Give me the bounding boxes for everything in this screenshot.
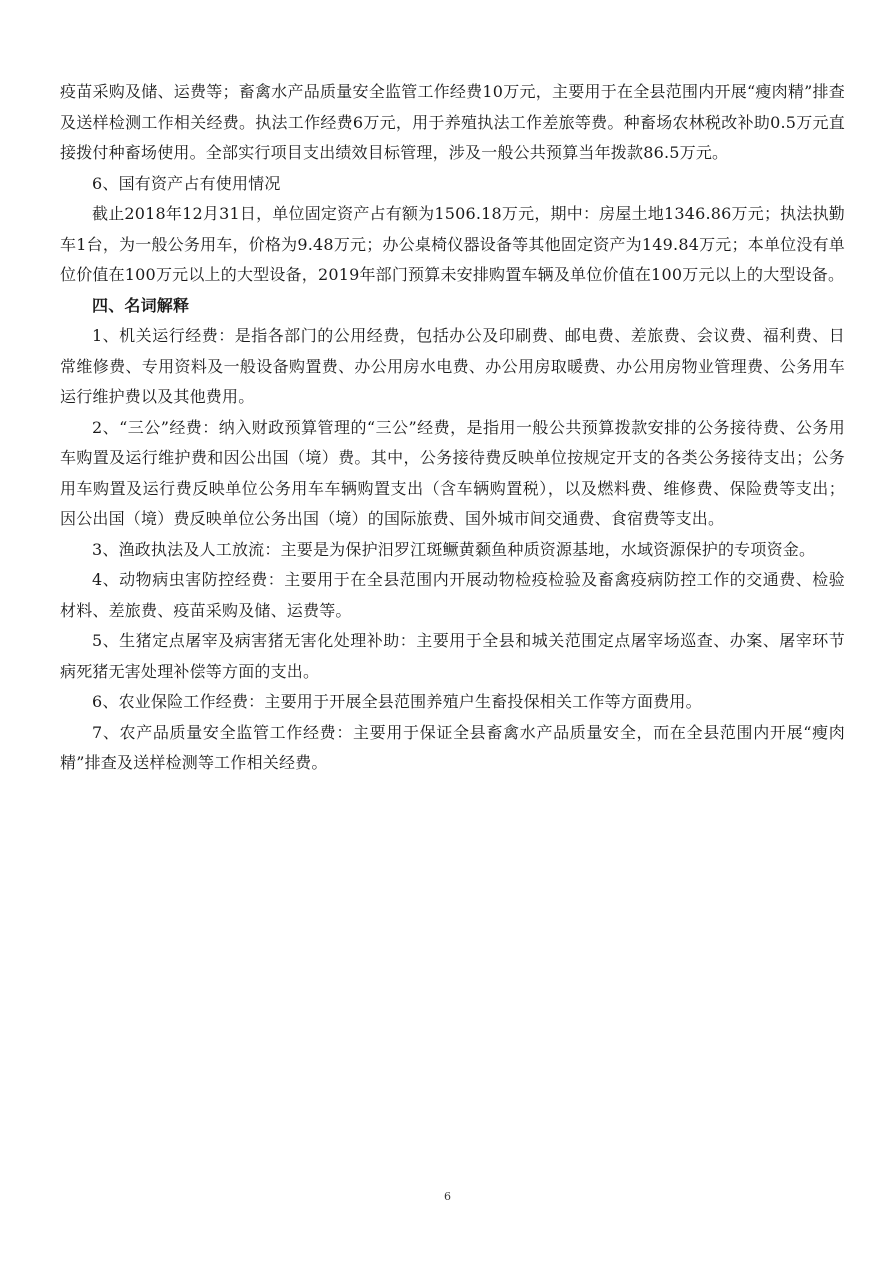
glossary-item-5: 5、生猪定点屠宰及病害猪无害化处理补助：主要用于全县和城关范围定点屠宰场巡查、办案、屠宰环节病死猪无害处理补偿等方面的支出。: [60, 631, 845, 681]
glossary-item-2: 2、“三公”经费：纳入财政预算管理的“三公”经费，是指用一般公共预算拨款安排的公务接待费、公务用车购置及运行维护费和因公出国（境）费。其中，公务接待费反映单位按规定开支的各类公务接待支出；公务用车购置及运行费反映单位公务用车车辆购置支出（含车辆购置税），以及燃料费、维修费、保险费等支出；因公出国（境）费反映单位公务出国（境）的国际旅费、国外城市间交通费、食宿费等支出。: [60, 417, 845, 528]
section-heading-glossary: 四、名词解释: [92, 295, 190, 315]
paragraph-state-assets: 截止2018年12月31日，单位固定资产占有额为1506.18万元，期中：房屋土地1346.86万元；执法执勤车1台，为一般公务用车，价格为9.48万元；办公桌椅仪器设备等其他固定资产为149.84万元；本单位没有单位价值在100万元以上的大型设备，2019年部门预算未安排购置车辆及单位价值在100万元以上的大型设备。: [60, 204, 845, 284]
section-heading-state-assets: 6、国有资产占有使用情况: [92, 173, 281, 193]
glossary-item-1: 1、机关运行经费：是指各部门的公用经费，包括办公及印刷费、邮电费、差旅费、会议费、福利费、日常维修费、专用资料及一般设备购置费、办公用房水电费、办公用房取暖费、办公用房物业管理费、公务用车运行维护费以及其他费用。: [60, 326, 845, 406]
glossary-item-6: 6、农业保险工作经费：主要用于开展全县范围养殖户生畜投保相关工作等方面费用。: [92, 692, 702, 711]
glossary-item-4: 4、动物病虫害防控经费：主要用于在全县范围内开展动物检疫检验及畜禽疫病防控工作的交通费、检验材料、差旅费、疫苗采购及储、运费等。: [60, 570, 845, 620]
glossary-item-3: 3、渔政执法及人工放流：主要是为保护汨罗江斑鳜黄颡鱼种质资源基地，水域资源保护的专项资金。: [92, 539, 816, 559]
glossary-item-7: 7、农产品质量安全监管工作经费：主要用于保证全县畜禽水产品质量安全，而在全县范围内开展“瘦肉精”排查及送样检测等工作相关经费。: [60, 722, 845, 772]
page-number: 6: [444, 1190, 451, 1203]
document-body: [60, 77, 845, 779]
paragraph-continuation: 疫苗采购及储、运费等；畜禽水产品质量安全监管工作经费10万元，主要用于在全县范围内开展“瘦肉精”排查及送样检测工作相关经费。执法工作经费6万元，用于养殖执法工作差旅等费。种畜场农林税改补助0.5万元直接拨付种畜场使用。全部实行项目支出绩效目标管理，涉及一般公共预算当年拨款86.5万元。: [60, 82, 845, 162]
